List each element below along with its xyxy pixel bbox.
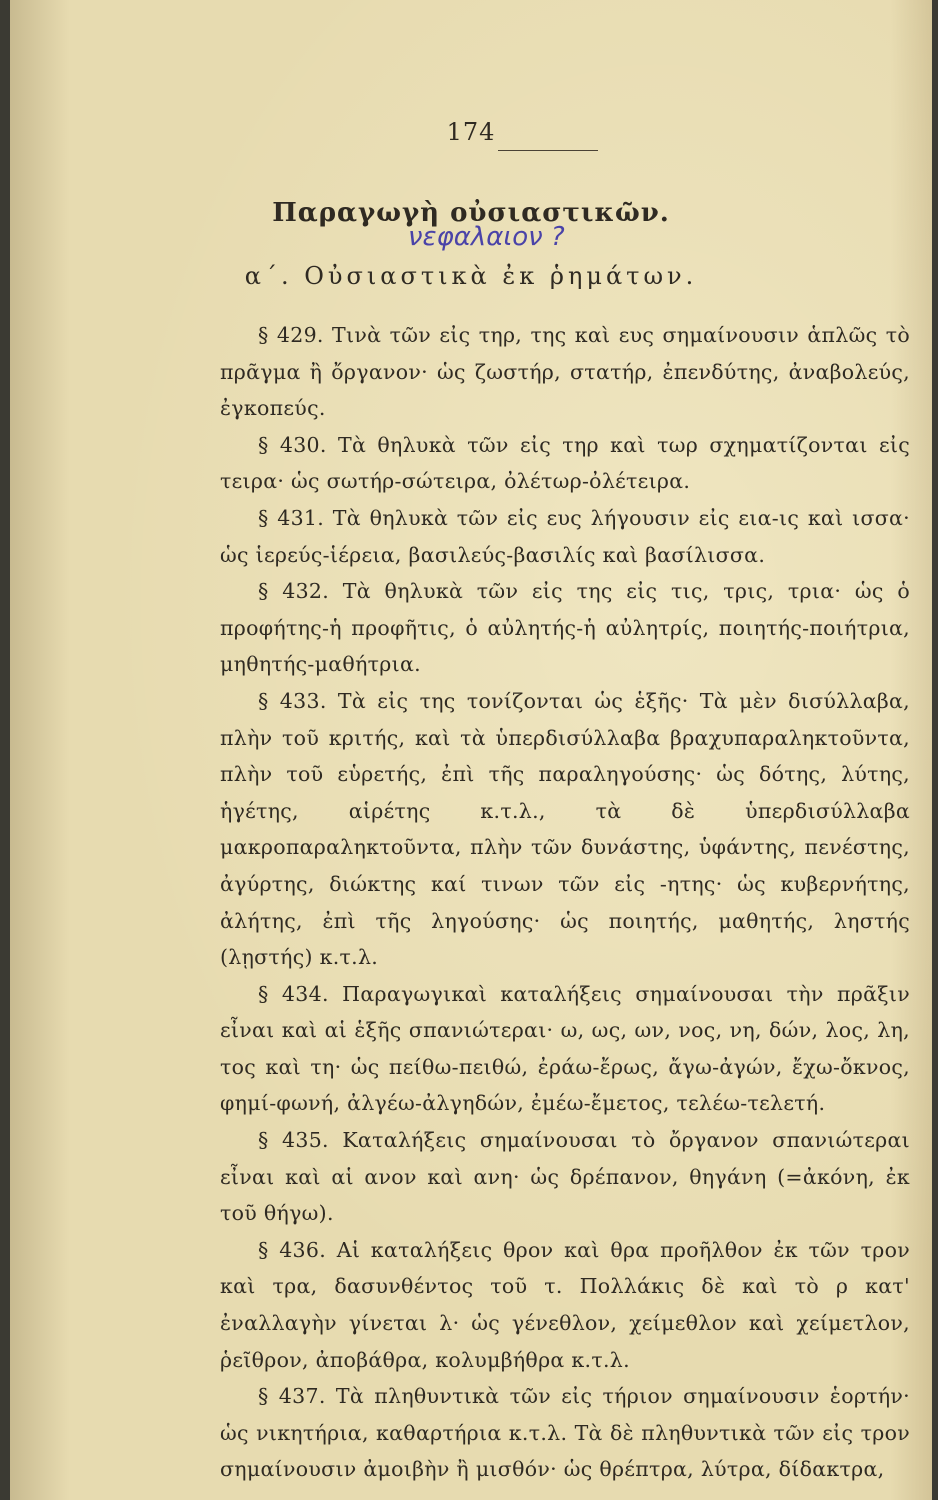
paragraph-431: § 431. Τὰ θηλυκὰ τῶν εἰς ευς λήγουσιν εἰς εια-ις καὶ ισσα· ὡς ἱερεύς-ἱέρεια, βασιλεύς-βασιλίς καὶ βασίλισσα.	[220, 505, 910, 567]
book-page	[10, 0, 932, 1500]
paragraph-433: § 433. Τὰ εἰς της τονίζονται ὡς ἑξῆς· Τὰ μὲν δισύλλαβα, πλὴν τοῦ κριτής, καὶ τὰ ὑπερδισύλλαβα βραχυπαραληκτοῦντα, πλὴν τοῦ εὑρετής, ἐπὶ τῆς παραληγούσης· ὡς δότης, λύτης, ἡγέτης, αἱρέτης κ.τ.λ., τὰ δὲ ὑπερδισύλλαβα μακροπαραληκτοῦντα, πλὴν τῶν δυνάστης, ὑφάντης, πενέστης, ἀγύρτης, διώκτης καί τινων τῶν εἰς -ητης· ὡς κυβερνήτης, ἀλήτης, ἐπὶ τῆς ληγούσης· ὡς ποιητής, μαθητής, ληστής (λῃστής) κ.τ.λ.	[220, 688, 910, 970]
page-number-rule	[498, 150, 598, 151]
handwritten-annotation: νεφαλαιον ?	[408, 222, 565, 252]
body-text	[220, 317, 910, 1488]
paragraph-435: § 435. Καταλήξεις σημαίνουσαι τὸ ὄργανον σπανιώτεραι εἶναι καὶ αἱ ανον καὶ ανη· ὡς δρέπανον, θηγάνη (=ἀκόνη, ἐκ τοῦ θήγω).	[220, 1128, 910, 1226]
page-number: 174	[446, 118, 496, 146]
section-title: Παραγωγὴ οὐσιαστικῶν.	[272, 198, 670, 228]
paragraph-437: § 437. Τὰ πληθυντικὰ τῶν εἰς τήριον σημαίνουσιν ἑορτήν· ὡς νικητήρια, καθαρτήρια κ.τ.λ. Τὰ δὲ πληθυντικὰ τῶν εἰς τρον σημαίνουσιν ἀμοιβὴν ἢ μισθόν· ὡς θρέπτρα, λύτρα, δίδακτρα,	[220, 1384, 910, 1482]
paragraph-430: § 430. Τὰ θηλυκὰ τῶν εἰς τηρ καὶ τωρ σχηματίζονται εἰς τειρα· ὡς σωτήρ-σώτειρα, ὀλέτωρ-ὀλέτειρα.	[220, 432, 910, 494]
paragraph-429: § 429. Τινὰ τῶν εἰς τηρ, της καὶ ευς σημαίνουσιν ἁπλῶς τὸ πρᾶγμα ἢ ὄργανον· ὡς ζωστήρ, στατήρ, ἐπενδύτης, ἀναβολεύς, ἐγκοπεύς.	[220, 323, 910, 421]
paragraph-436: § 436. Αἱ καταλήξεις θρον καὶ θρα προῆλθον ἐκ τῶν τρον καὶ τρα, δασυνθέντος τοῦ τ. Πολλάκις δὲ καὶ τὸ ρ κατ' ἐναλλαγὴν γίνεται λ· ὡς γένεθλον, χείμεθλον καὶ χείμετλον, ῥεῖθρον, ἀποβάθρα, κολυμβήθρα κ.τ.λ.	[220, 1237, 910, 1372]
paragraph-432: § 432. Τὰ θηλυκὰ τῶν εἰς της εἰς τις, τρις, τρια· ὡς ὁ προφήτης-ἡ προφῆτις, ὁ αὐλητής-ἡ αὐλητρίς, ποιητής-ποιήτρια, μηθητής-μαθήτρια.	[220, 579, 910, 677]
paragraph-434: § 434. Παραγωγικαὶ καταλήξεις σημαίνουσαι τὴν πρᾶξιν εἶναι καὶ αἱ ἑξῆς σπανιώτεραι· ω, ως, ων, νος, νη, δών, λος, λη, τος καὶ τη· ὡς πείθω-πειθώ, ἐράω-ἔρως, ἄγω-ἀγών, ἔχω-ὄκνος, φημί-φωνή, ἀλγέω-ἀλγηδών, ἐμέω-ἔμετος, τελέω-τελετή.	[220, 981, 910, 1116]
section-subtitle: α΄. Οὐσιαστικὰ ἐκ ῥημάτων.	[244, 262, 698, 290]
